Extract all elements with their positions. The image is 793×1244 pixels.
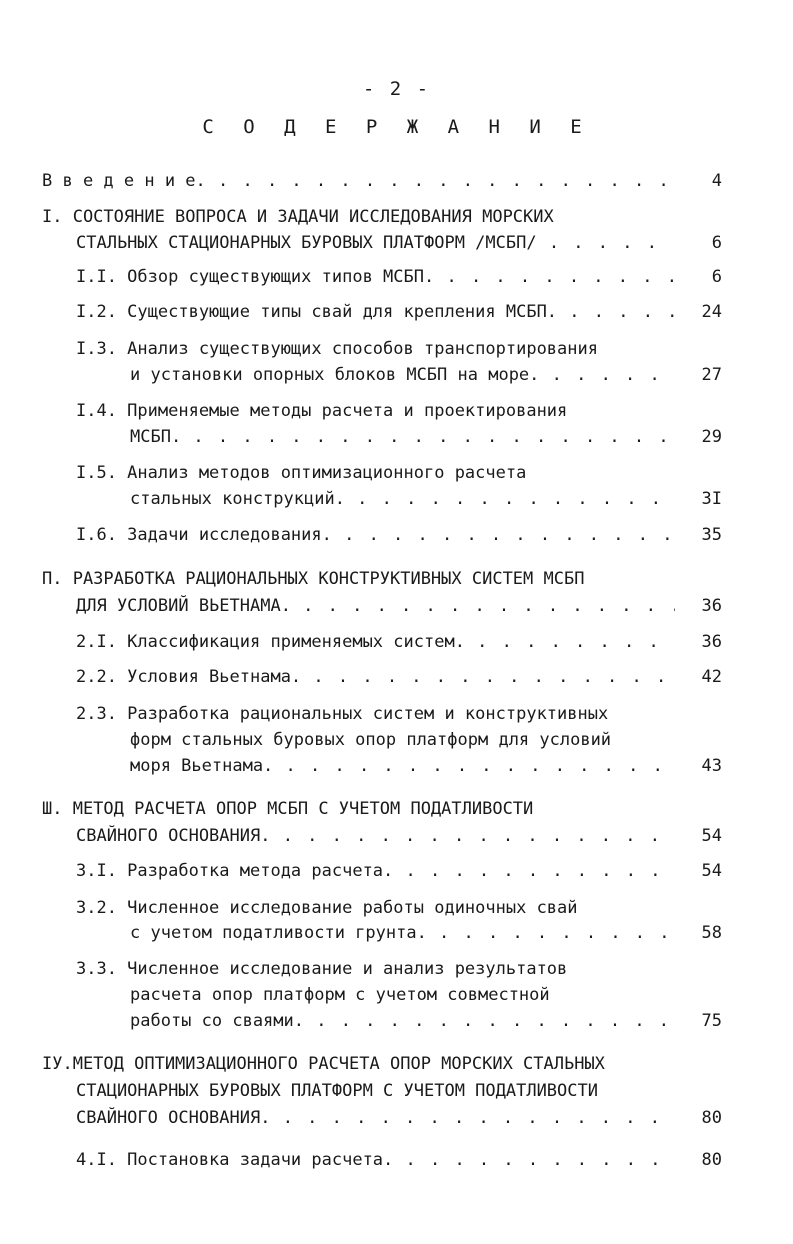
- toc-chapter-1-line: I. СОСТОЯНИЕ ВОПРОСА И ЗАДАЧИ ИССЛЕДОВАНИЯ МОРСКИХ: [42, 207, 554, 227]
- page-number: - 2 -: [362, 78, 431, 100]
- toc-page: 58: [701, 923, 722, 943]
- toc-page: 54: [701, 826, 722, 846]
- toc-page: 80: [701, 1150, 722, 1170]
- toc-section-2-3-line: моря Вьетнама. . . .: [130, 755, 675, 777]
- toc-section-2-2: 2.2. Условия Вьетнама. . . .: [76, 666, 675, 688]
- toc-section-1-6: I.6. Задачи исследования. . . .: [76, 524, 675, 546]
- toc-section-1-3-line: и установки опорных блоков МСБП на море. . . .: [130, 364, 675, 386]
- toc-chapter-4-line: IУ.МЕТОД ОПТИМИЗАЦИОННОГО РАСЧЕТА ОПОР МОРСКИХ СТАЛЬНЫХ: [42, 1054, 605, 1074]
- toc-page: 42: [701, 667, 722, 687]
- toc-section-1-3-line: I.3. Анализ существующих способов транспортирования: [76, 339, 598, 359]
- toc-page: 80: [701, 1108, 722, 1128]
- toc-section-3-2-line: 3.2. Численное исследование работы одиночных свай: [76, 898, 578, 918]
- toc-chapter-3-line: СВАЙНОГО ОСНОВАНИЯ. . . .: [76, 825, 675, 847]
- toc-page: 6: [711, 267, 722, 287]
- toc-section-2-1: 2.I. Классификация применяемых систем. . . .: [76, 631, 675, 653]
- toc-page: 6: [711, 233, 722, 253]
- toc-page: 27: [701, 365, 722, 385]
- toc-chapter-4-line: СВАЙНОГО ОСНОВАНИЯ. . . .: [76, 1107, 675, 1129]
- toc-section-3-3-line: работы со сваями. . . .: [130, 1010, 675, 1032]
- toc-page: 75: [701, 1011, 722, 1031]
- toc-section-4-1: 4.I. Постановка задачи расчета. . . .: [76, 1149, 675, 1171]
- toc-chapter-1-line: СТАЛЬНЫХ СТАЦИОНАРНЫХ БУРОВЫХ ПЛАТФОРМ /МСБП/ . . .: [76, 232, 675, 254]
- toc-section-3-2-line: с учетом податливости грунта. . . .: [130, 922, 675, 944]
- toc-section-1-5-line: I.5. Анализ методов оптимизационного расчета: [76, 463, 527, 483]
- contents-heading: С О Д Е Р Ж А Н И Е: [202, 116, 591, 138]
- toc-section-3-1: 3.I. Разработка метода расчета. . . .: [76, 860, 675, 882]
- toc-section-1-2: I.2. Существующие типы свай для крепления МСБП. . . .: [76, 301, 675, 323]
- toc-entry-introduction: В в е д е н и е. . . .: [42, 170, 675, 192]
- toc-section-1-4-line: МСБП. . . .: [130, 426, 675, 448]
- toc-chapter-3-line: Ш. МЕТОД РАСЧЕТА ОПОР МСБП С УЧЕТОМ ПОДАТЛИВОСТИ: [42, 799, 534, 819]
- toc-chapter-2-line: ДЛЯ УСЛОВИЙ ВЬЕТНАМА. . . .: [76, 595, 675, 617]
- toc-chapter-4-line: СТАЦИОНАРНЫХ БУРОВЫХ ПЛАТФОРМ С УЧЕТОМ ПОДАТЛИВОСТИ: [76, 1081, 598, 1101]
- toc-section-2-3-line: форм стальных буровых опор платформ для условий: [130, 730, 612, 750]
- toc-page: 54: [701, 861, 722, 881]
- toc-chapter-2-line: П. РАЗРАБОТКА РАЦИОНАЛЬНЫХ КОНСТРУКТИВНЫХ СИСТЕМ МСБП: [42, 569, 585, 589]
- toc-section-1-4-line: I.4. Применяемые методы расчета и проектирования: [76, 401, 568, 421]
- toc-page: 29: [701, 427, 722, 447]
- toc-page: 24: [701, 302, 722, 322]
- toc-section-1-1: I.I. Обзор существующих типов МСБП. . . .: [76, 266, 675, 288]
- toc-section-2-3-line: 2.3. Разработка рациональных систем и конструктивных: [76, 704, 609, 724]
- toc-section-3-3-line: 3.3. Численное исследование и анализ результатов: [76, 959, 568, 979]
- toc-page: 36: [701, 632, 722, 652]
- toc-page: 4: [711, 171, 722, 191]
- toc-page: 35: [701, 525, 722, 545]
- toc-page: 3I: [701, 489, 722, 509]
- toc-page: 36: [701, 596, 722, 616]
- toc-page: 43: [701, 756, 722, 776]
- toc-section-3-3-line: расчета опор платформ с учетом совместной: [130, 985, 550, 1005]
- toc-section-1-5-line: стальных конструкций. . . .: [130, 488, 675, 510]
